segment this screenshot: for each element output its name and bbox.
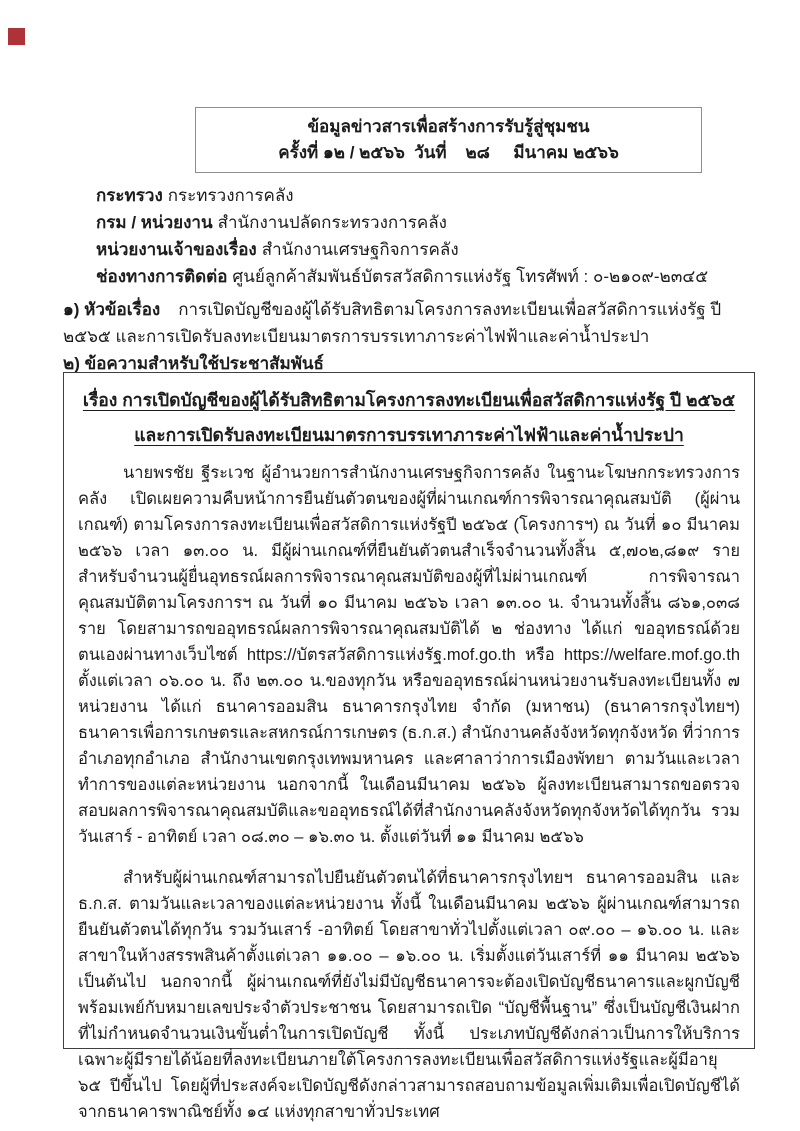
header-box <box>195 107 702 173</box>
meta-row-owner-agency <box>96 236 756 263</box>
meta-label-department: กรม / หน่วยงาน <box>96 213 213 232</box>
meta-row-department <box>96 209 756 236</box>
meta-row-ministry <box>96 182 756 209</box>
header-issue-date-line: ครั้งที่ ๑๒ / ๒๕๖๖ วันที่ ๒๘ มีนาคม ๒๕๖๖ <box>278 143 619 162</box>
topic-1-text: การเปิดบัญชีของผู้ได้รับสิทธิตามโครงการลงทะเบียนเพื่อสวัสดิการแห่งรัฐ ปี ๒๕๖๕ และการเปิดรับลงทะเบียนมาตรการบรรเทาภาระค่าไฟฟ้าและค่าน้ำประปา <box>63 300 722 346</box>
meta-value-ministry: กระทรวงการคลัง <box>167 186 294 205</box>
announcement-paragraph-1: นายพรชัย ฐีระเวช ผู้อำนวยการสำนักงานเศรษฐกิจการคลัง ในฐานะโฆษกกระทรวงการคลัง เปิดเผยความคืบหน้าการยืนยันตัวตนของผู้ที่ผ่านเกณฑ์การพิจารณาคุณสมบัติ (ผู้ผ่านเกณฑ์) ตามโครงการลงทะเบียนเพื่อสวัสดิการแห่งรัฐปี ๒๕๖๕ (โครงการฯ) ณ วันที่ ๑๐ มีนาคม ๒๕๖๖ เวลา ๑๓.๐๐ น. มีผู้ผ่านเกณฑ์ที่ยืนยันตัวตนสำเร็จจำนวนทั้งสิ้น ๕,๗๐๒,๘๑๙ ราย สำหรับจำนวนผู้ยื่นอุทธรณ์ผลการพิจารณาคุณสมบัติของผู้ที่ไม่ผ่านเกณฑ์ การพิจารณาคุณสมบัติตามโครงการฯ ณ วันที่ ๑๐ มีนาคม ๒๕๖๖ เวลา ๑๓.๐๐ น. จำนวนทั้งสิ้น ๘๖๑,๐๓๘ ราย โดยสามารถขออุทธรณ์ผลการพิจารณาคุณสมบัติได้ ๒ ช่องทาง ได้แก่ ขออุทธรณ์ด้วยตนเองผ่านทางเว็บไซต์ https://บัตรสวัสดิการแห่งรัฐ.mof.go.th หรือ https://welfare.mof.go.th ตั้งแต่เวลา ๐๖.๐๐ น. ถึง ๒๓.๐๐ น.ของทุกวัน หรือขออุทธรณ์ผ่านหน่วยงานรับลงทะเบียนทั้ง ๗ หน่วยงาน ได้แก่ ธนาคารออมสิน ธนาคารกรุงไทย จำกัด (มหาชน) (ธนาคารกรุงไทยฯ) ธนาคารเพื่อการเกษตรและสหกรณ์การเกษตร (ธ.ก.ส.) สำนักงานคลังจังหวัดทุกจังหวัด ที่ว่าการอำเภอทุกอำเภอ สำนักงานเขตกรุงเทพมหานคร และศาลาว่าการเมืองพัทยา ตามวันและเวลาทำการของแต่ละหน่วยงาน นอกจากนี้ ในเดือนมีนาคม ๒๕๖๖ ผู้ลงทะเบียนสามารถขอตรวจสอบผลการพิจารณาคุณสมบัติและขออุทธรณ์ได้ที่สำนักงานคลังจังหวัดทุกจังหวัดได้ทุกวัน รวมวันเสาร์ - อาทิตย์ เวลา ๐๘.๓๐ – ๑๖.๓๐ น. ตั้งแต่วันที่ ๑๑ มีนาคม ๒๕๖๖ <box>78 464 740 846</box>
meta-value-contact: ศูนย์ลูกค้าสัมพันธ์บัตรสวัสดิการแห่งรัฐ โทรศัพท์ : ๐-๒๑๐๙-๒๓๔๕ <box>232 267 709 286</box>
header-title: ข้อมูลข่าวสารเพื่อสร้างการรับรู้สู่ชุมชน <box>307 117 590 136</box>
meta-label-ministry: กระทรวง <box>96 186 163 205</box>
announcement-paragraph-2: สำหรับผู้ผ่านเกณฑ์สามารถไปยืนยันตัวตนได้ที่ธนาคารกรุงไทยฯ ธนาคารออมสิน และ ธ.ก.ส. ตามวันและเวลาของแต่ละหน่วยงาน ทั้งนี้ ในเดือนมีนาคม ๒๕๖๖ ผู้ผ่านเกณฑ์สามารถยืนยันตัวตนได้ทุกวัน รวมวันเสาร์ -อาทิตย์ โดยสาขาทั่วไปตั้งแต่เวลา ๐๙.๐๐ – ๑๖.๐๐ น. และสาขาในห้างสรรพสินค้าตั้งแต่เวลา ๑๑.๐๐ – ๑๖.๐๐ น. เริ่มตั้งแต่วันเสาร์ที่ ๑๑ มีนาคม ๒๕๖๖ เป็นต้นไป นอกจากนี้ ผู้ผ่านเกณฑ์ที่ยังไม่มีบัญชีธนาคารจะต้องเปิดบัญชีธนาคารและผูกบัญชีพร้อมเพย์กับหมายเลขประจำตัวประชาชน โดยสามารถเปิด “บัญชีพื้นฐาน” ซึ่งเป็นบัญชีเงินฝากที่ไม่กำหนดจำนวนเงินขั้นต่ำในการเปิดบัญชี ทั้งนี้ ประเภทบัญชีดังกล่าวเป็นการให้บริการเฉพาะผู้มีรายได้น้อยที่ลงทะเบียนภายใต้โครงการลงทะเบียนเพื่อสวัสดิการแห่งรัฐและผู้มีอายุ ๖๕ ปีขึ้นไป โดยผู้ที่ประสงค์จะเปิดบัญชีดังกล่าวสามารถสอบถามข้อมูลเพิ่มเติมเพื่อเปิดบัญชีได้จากธนาคารพาณิชย์ทั้ง ๑๔ แห่งทุกสาขาทั่วประเทศ <box>78 869 740 1121</box>
announcement-title-line1: เรื่อง การเปิดบัญชีของผู้ได้รับสิทธิตามโครงการลงทะเบียนเพื่อสวัสดิการแห่งรัฐ ปี ๒๕๖๕ <box>82 390 736 410</box>
red-corner-mark <box>8 28 25 45</box>
meta-value-owner-agency: สำนักงานเศรษฐกิจการคลัง <box>261 240 459 259</box>
meta-label-owner-agency: หน่วยงานเจ้าของเรื่อง <box>96 240 257 259</box>
topic-1 <box>63 296 757 350</box>
meta-row-contact <box>96 263 756 290</box>
topics-section <box>63 296 757 377</box>
meta-label-contact: ช่องทางการติดต่อ <box>96 267 228 286</box>
topic-2-label: ๒) ข้อความสำหรับใช้ประชาสัมพันธ์ <box>63 354 324 373</box>
announcement-title-line2: และการเปิดรับลงทะเบียนมาตรการบรรเทาภาระค่าไฟฟ้าและค่าน้ำประปา <box>134 425 684 445</box>
meta-value-department: สำนักงานปลัดกระทรวงการคลัง <box>217 213 447 232</box>
announcement-box <box>63 372 755 1121</box>
meta-section <box>96 182 756 290</box>
topic-1-label: ๑) หัวข้อเรื่อง <box>63 300 161 319</box>
